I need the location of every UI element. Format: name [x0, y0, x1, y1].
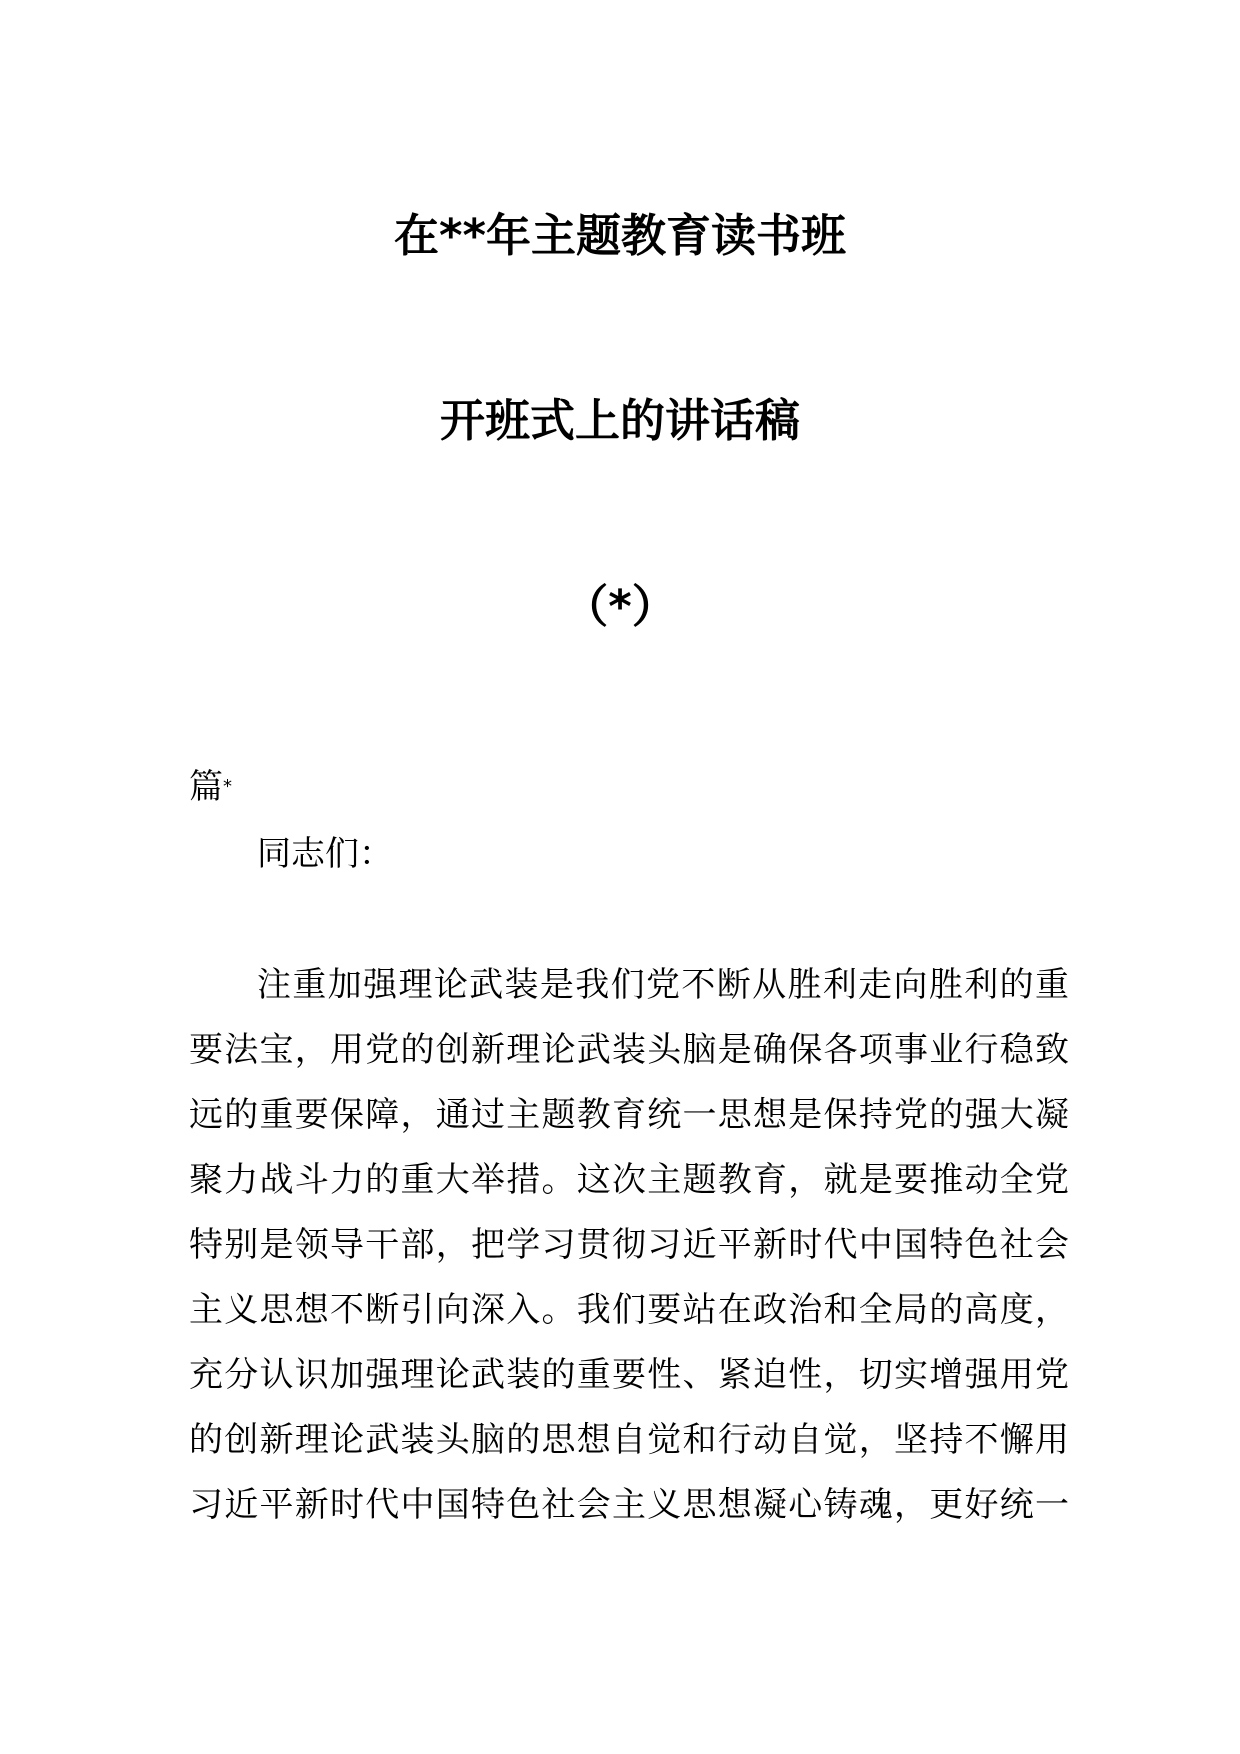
paragraph-line: 特别是领导干部，把学习贯彻习近平新时代中国特色社会: [189, 1225, 1069, 1265]
body-paragraph: [189, 965, 1069, 1550]
document-title-line-2: 开班式上的讲话稿: [439, 394, 800, 447]
paragraph-line: 的创新理论武装头脑的思想自觉和行动自觉，坚持不懈用: [189, 1420, 1069, 1460]
paragraph-line: 要法宝，用党的创新理论武装头脑是确保各项事业行稳致: [189, 1030, 1069, 1070]
section-label-text: 篇: [189, 767, 223, 807]
section-label: [189, 767, 232, 807]
document-title-line-1: 在**年主题教育读书班: [393, 209, 847, 262]
section-label-mark: *: [223, 776, 232, 797]
paragraph-line: 充分认识加强理论武装的重要性、紧迫性，切实增强用党: [189, 1355, 1069, 1395]
paragraph-line: 注重加强理论武装是我们党不断从胜利走向胜利的重: [257, 965, 1069, 1005]
document-subtitle-number: （*）: [563, 580, 677, 633]
paragraph-line: 习近平新时代中国特色社会主义思想凝心铸魂，更好统一: [189, 1485, 1069, 1525]
paragraph-line: 远的重要保障，通过主题教育统一思想是保持党的强大凝: [189, 1095, 1069, 1135]
greeting: 同志们：: [257, 834, 393, 874]
paragraph-line: 主义思想不断引向深入。我们要站在政治和全局的高度，: [189, 1290, 1069, 1330]
paragraph-line: 聚力战斗力的重大举措。这次主题教育，就是要推动全党: [189, 1160, 1069, 1200]
